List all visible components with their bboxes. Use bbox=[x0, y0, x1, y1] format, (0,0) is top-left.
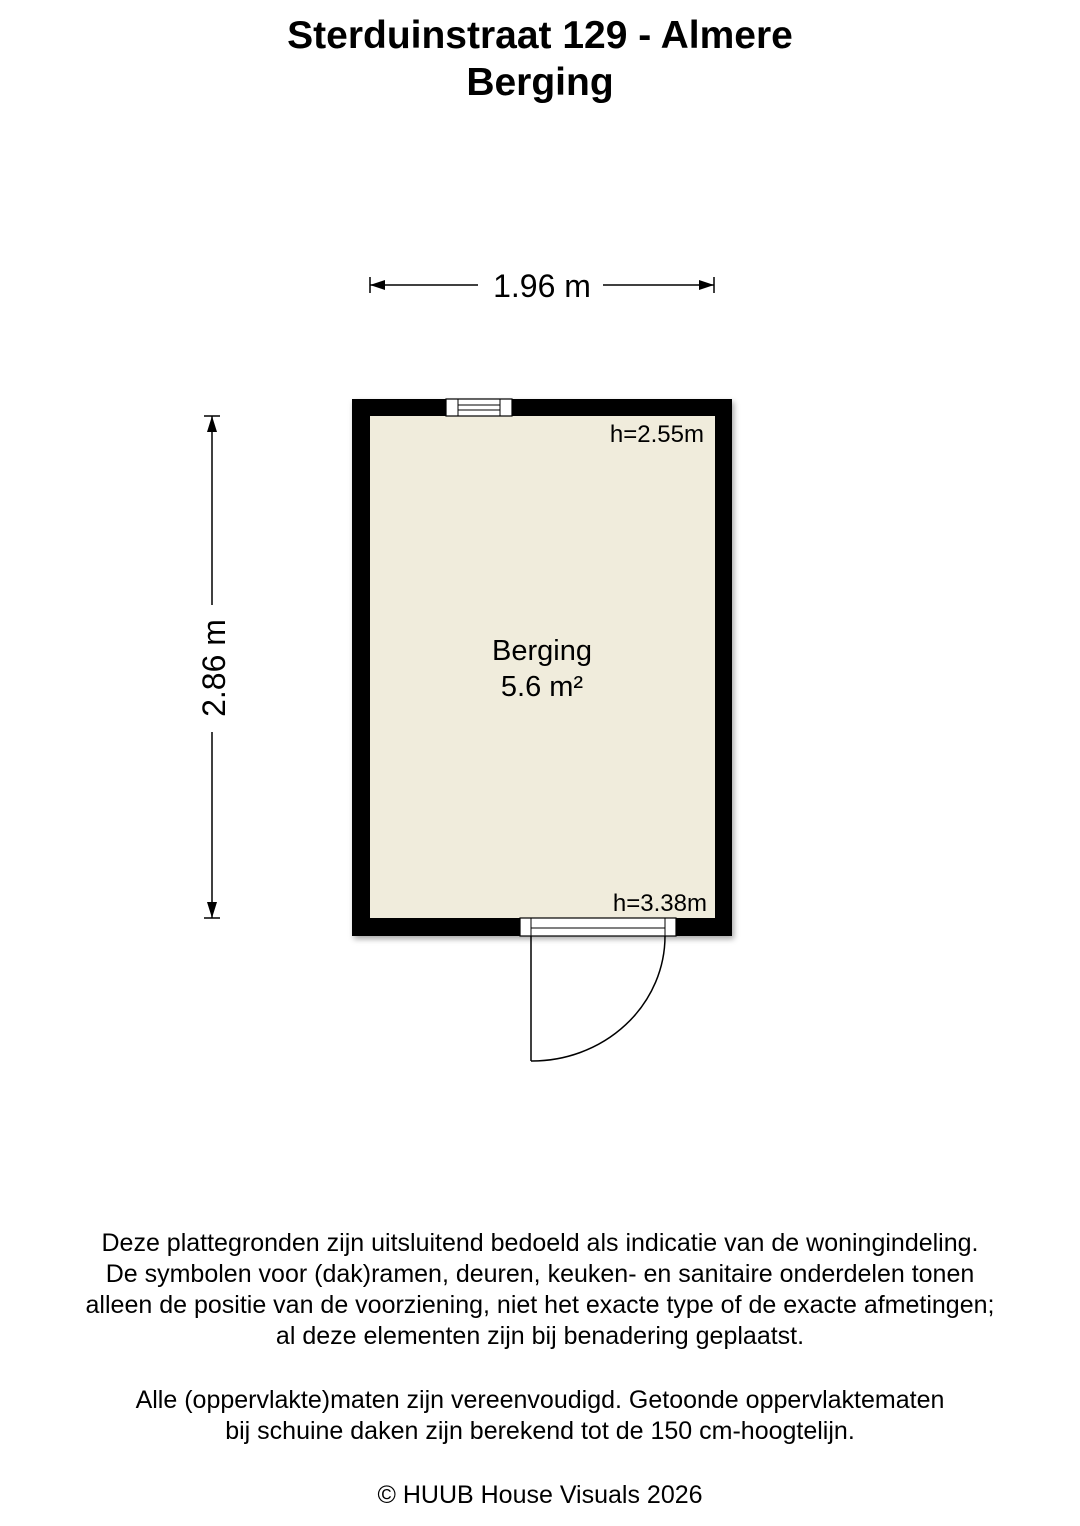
disclaimer-paragraph-2 bbox=[0, 1385, 1080, 1447]
copyright: © HUUB House Visuals 2026 bbox=[377, 1481, 703, 1509]
depth-dimension bbox=[196, 416, 232, 918]
disclaimer-line: al deze elementen zijn bij benadering geplaatst. bbox=[275, 1322, 805, 1350]
window bbox=[446, 399, 512, 416]
disclaimer-line: De symbolen voor (dak)ramen, deuren, keuken- en sanitaire onderdelen tonen bbox=[105, 1260, 975, 1288]
ceiling-height-bottom: h=3.38m bbox=[612, 890, 707, 917]
disclaimer-line: Deze plattegronden zijn uitsluitend bedoeld als indicatie van de woningindeling. bbox=[101, 1229, 979, 1257]
door-swing-arc bbox=[531, 936, 665, 1061]
disclaimer-line: alleen de positie van de voorziening, niet het exacte type of de exacte afmetingen; bbox=[85, 1291, 995, 1319]
width-dimension bbox=[370, 268, 714, 304]
disclaimer-line: Alle (oppervlakte)maten zijn vereenvoudigd. Getoonde oppervlaktematen bbox=[135, 1386, 945, 1414]
plan-title-address: Sterduinstraat 129 - Almere bbox=[287, 14, 793, 57]
width-label: 1.96 m bbox=[493, 268, 591, 304]
room-berging bbox=[352, 399, 732, 936]
disclaimer-line: bij schuine daken zijn berekend tot de 150 cm-hoogtelijn. bbox=[225, 1417, 855, 1445]
ceiling-height-top: h=2.55m bbox=[609, 421, 704, 448]
disclaimer-paragraph-1 bbox=[0, 1228, 1080, 1352]
depth-label: 2.86 m bbox=[196, 619, 232, 717]
disclaimer bbox=[0, 1228, 1080, 1480]
plan-title-floor: Berging bbox=[466, 61, 614, 104]
door bbox=[520, 918, 676, 1061]
room-name: Berging bbox=[492, 635, 592, 667]
room-floor bbox=[370, 416, 715, 918]
room-area: 5.6 m² bbox=[500, 671, 584, 703]
